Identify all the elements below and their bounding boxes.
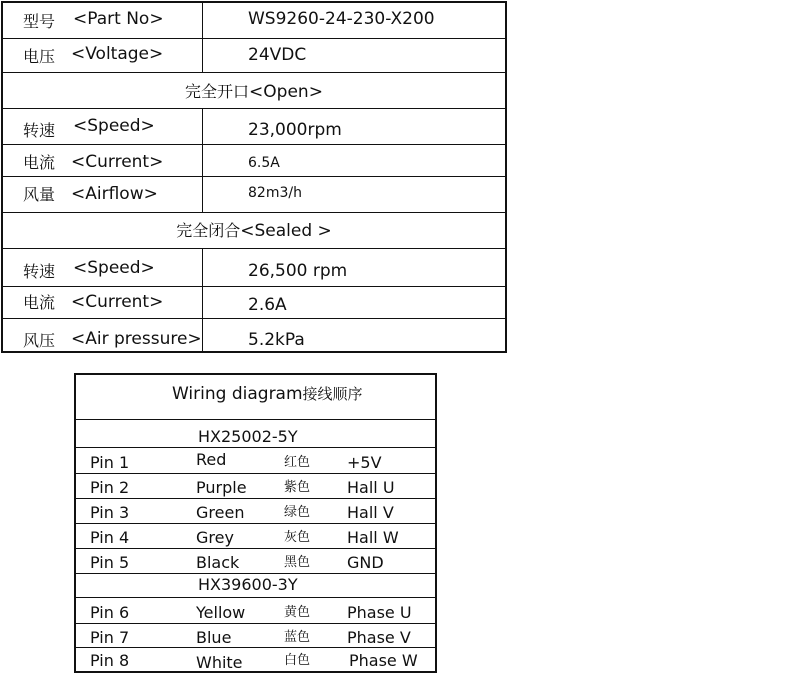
pin-function: GND — [347, 553, 384, 572]
wire-color: Blue — [196, 628, 232, 647]
pin-label: Pin 7 — [90, 628, 130, 647]
spec-row-sealed-air-pressure — [3, 319, 505, 351]
pin-label: Pin 5 — [90, 553, 130, 572]
spec-label-cell — [3, 319, 203, 351]
label-cn: 电压 — [23, 47, 56, 66]
section-en: <Sealed > — [240, 221, 332, 241]
section-header-open — [3, 73, 505, 109]
pin-label: Pin 4 — [90, 528, 130, 547]
spec-row-open-current — [3, 145, 505, 177]
label-cn: 电流 — [23, 153, 56, 172]
label-cn: 型号 — [23, 12, 56, 31]
wiring-row — [76, 498, 435, 523]
group-header — [76, 425, 435, 447]
wire-color: Black — [196, 553, 240, 572]
label-cn: 电流 — [23, 293, 56, 312]
wiring-row — [76, 646, 435, 671]
spec-label-cell — [3, 109, 203, 144]
label-en: <Airflow> — [71, 184, 158, 204]
part-no-value: WS9260-24-230-X200 — [248, 9, 435, 29]
wiring-row — [76, 548, 435, 573]
wire-color: Grey — [196, 528, 234, 547]
wire-color: White — [196, 653, 243, 672]
label-en: <Speed> — [73, 116, 155, 136]
wiring-row — [76, 623, 435, 648]
wiring-table — [74, 373, 437, 673]
group-header — [76, 573, 435, 595]
label-cn: 转速 — [23, 262, 56, 281]
wiring-row — [76, 473, 435, 498]
wiring-row — [76, 523, 435, 548]
pin-function: Phase U — [347, 603, 412, 622]
spec-row-voltage — [3, 39, 505, 73]
sealed-current-value: 2.6A — [248, 295, 287, 315]
wire-color-cn: 蓝色 — [284, 630, 311, 645]
wire-color-cn: 黑色 — [284, 555, 311, 570]
divider — [76, 419, 435, 420]
wire-color-cn: 紫色 — [284, 480, 311, 495]
open-current-value: 6.5A — [248, 155, 280, 171]
spec-label-cell — [3, 39, 203, 72]
wire-color-cn: 绿色 — [284, 505, 311, 520]
spec-row-sealed-speed — [3, 249, 505, 287]
wire-color: Yellow — [196, 603, 246, 622]
spec-row-part-no — [3, 3, 505, 39]
group-name: HX25002-5Y — [198, 427, 298, 446]
pin-label: Pin 2 — [90, 478, 130, 497]
wiring-title-en: Wiring diagram — [172, 384, 303, 404]
sealed-speed-value: 26,500 rpm — [248, 261, 348, 281]
wiring-row — [76, 598, 435, 623]
open-speed-value: 23,000rpm — [248, 120, 342, 140]
label-en: <Speed> — [73, 258, 155, 278]
label-cn: 风压 — [23, 331, 56, 350]
spec-label-cell — [3, 287, 203, 318]
pin-function: +5V — [347, 453, 382, 472]
pin-label: Pin 8 — [90, 651, 130, 670]
wire-color-cn: 白色 — [284, 653, 311, 668]
sealed-air-pressure-value: 5.2kPa — [248, 330, 305, 350]
label-en: <Voltage> — [71, 44, 164, 64]
wire-color-cn: 红色 — [284, 455, 311, 470]
pin-label: Pin 6 — [90, 603, 130, 622]
wire-color: Purple — [196, 478, 247, 497]
pin-label: Pin 1 — [90, 453, 130, 472]
group-name: HX39600-3Y — [198, 575, 298, 594]
wire-color: Green — [196, 503, 245, 522]
spec-label-cell — [3, 3, 203, 38]
label-en: <Current> — [71, 292, 164, 312]
section-cn: 完全闭合 — [176, 221, 241, 240]
section-en: <Open> — [249, 82, 323, 102]
pin-function: Phase V — [347, 628, 411, 647]
spec-label-cell — [3, 177, 203, 212]
spec-label-cell — [3, 249, 203, 286]
section-cn: 完全开口 — [185, 82, 250, 101]
pin-function: Hall U — [347, 478, 395, 497]
label-en: <Current> — [71, 152, 164, 172]
wiring-title — [172, 383, 363, 404]
label-cn: 风量 — [23, 185, 56, 204]
wire-color-cn: 黄色 — [284, 605, 311, 620]
wiring-row — [76, 448, 435, 473]
pin-label: Pin 3 — [90, 503, 130, 522]
pin-function: Phase W — [349, 651, 418, 670]
spec-label-cell — [3, 145, 203, 176]
wire-color: Red — [196, 450, 227, 469]
pin-function: Hall V — [347, 503, 394, 522]
wiring-title-cn: 接线顺序 — [302, 385, 363, 403]
open-airflow-value: 82m3/h — [248, 185, 302, 201]
label-en: <Air pressure> — [71, 329, 202, 349]
spec-row-open-airflow — [3, 177, 505, 213]
pin-function: Hall W — [347, 528, 399, 547]
label-cn: 转速 — [23, 121, 56, 140]
spec-row-open-speed — [3, 109, 505, 145]
voltage-value: 24VDC — [248, 45, 307, 65]
section-header-sealed — [3, 213, 505, 249]
spec-row-sealed-current — [3, 287, 505, 319]
spec-table — [1, 1, 507, 353]
label-en: <Part No> — [73, 9, 164, 29]
wire-color-cn: 灰色 — [284, 530, 311, 545]
